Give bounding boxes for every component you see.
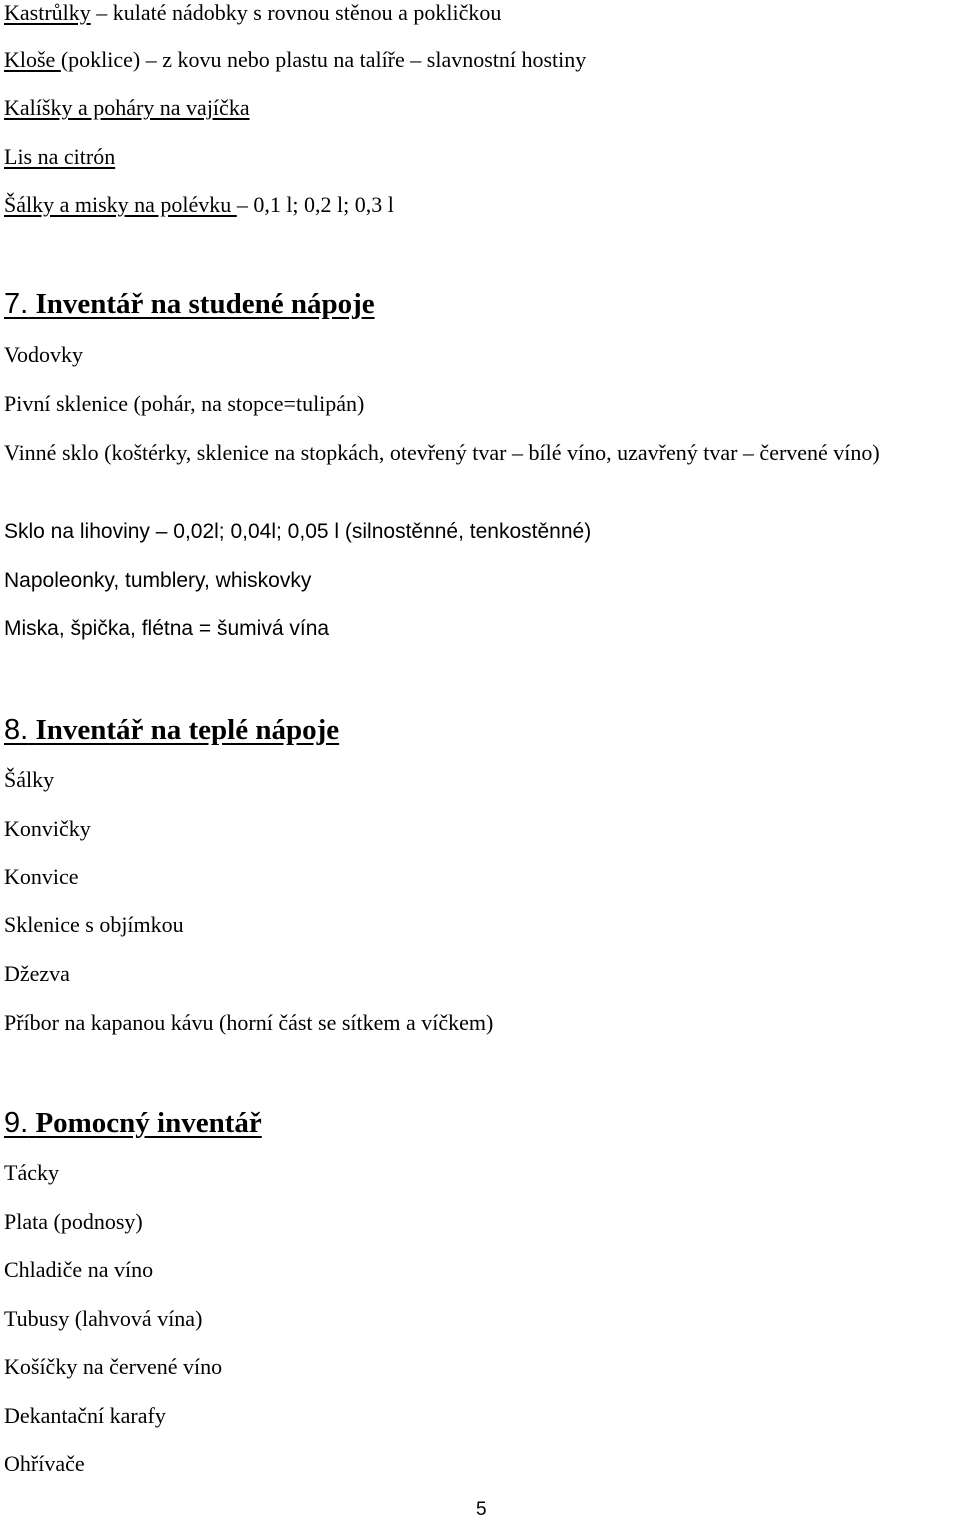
list-item: Ohřívače bbox=[4, 1451, 85, 1476]
list-item bbox=[4, 192, 394, 218]
item-term: Šálky a misky na polévku bbox=[4, 192, 237, 217]
item-text: – 0,1 l; 0,2 l; 0,3 l bbox=[236, 192, 394, 217]
list-item: Pivní sklenice (pohár, na stopce=tulipán) bbox=[4, 391, 365, 416]
list-item: Tácky bbox=[4, 1160, 59, 1185]
section-title: Pomocný inventář bbox=[35, 1107, 262, 1139]
section-heading-8 bbox=[4, 713, 339, 747]
list-item bbox=[4, 95, 250, 121]
list-item: Sklo na lihoviny – 0,02l; 0,04l; 0,05 l (silnostěnné, tenkostěnné) bbox=[4, 520, 592, 543]
item-term: Kloše bbox=[4, 47, 61, 72]
list-item: Miska, špička, flétna = šumivá vína bbox=[4, 617, 330, 640]
list-item: Napoleonky, tumblery, whiskovky bbox=[4, 569, 312, 592]
list-item: Vinné sklo (koštérky, sklenice na stopkách, otevřený tvar – bílé víno, uzavřený tvar – červené víno) bbox=[4, 440, 880, 465]
item-term: Kastrůlky bbox=[4, 0, 91, 25]
list-item: Tubusy (lahvová vína) bbox=[4, 1306, 203, 1331]
list-item: Vodovky bbox=[4, 342, 84, 367]
list-item: Chladiče na víno bbox=[4, 1257, 154, 1282]
list-item bbox=[4, 47, 586, 73]
list-item: Konvice bbox=[4, 864, 79, 889]
section-title: Inventář na teplé nápoje bbox=[35, 714, 340, 746]
item-term: Kalíšky a poháry na vajíčka bbox=[4, 95, 250, 120]
page-number: 5 bbox=[476, 1499, 487, 1520]
list-item: Plata (podnosy) bbox=[4, 1209, 143, 1234]
list-item: Džezva bbox=[4, 961, 70, 986]
list-item: Dekantační karafy bbox=[4, 1403, 166, 1428]
section-number: 7. bbox=[4, 288, 29, 320]
list-item: Šálky bbox=[4, 767, 55, 792]
list-item: Košíčky na červené víno bbox=[4, 1354, 223, 1379]
section-title: Inventář na studené nápoje bbox=[35, 288, 375, 320]
list-item bbox=[4, 144, 115, 170]
list-item: Konvičky bbox=[4, 816, 91, 841]
section-heading-9 bbox=[4, 1106, 262, 1140]
item-text: – kulaté nádobky s rovnou stěnou a pokličkou bbox=[90, 0, 502, 25]
list-item bbox=[4, 0, 501, 26]
section-heading-7 bbox=[4, 287, 375, 321]
list-item: Příbor na kapanou kávu (horní část se sítkem a víčkem) bbox=[4, 1010, 494, 1035]
item-text: (poklice) – z kovu nebo plastu na talíře – slavnostní hostiny bbox=[60, 47, 587, 72]
list-item: Sklenice s objímkou bbox=[4, 912, 184, 937]
item-term: Lis na citrón bbox=[4, 144, 116, 169]
section-number: 8. bbox=[4, 714, 29, 746]
section-number: 9. bbox=[4, 1107, 29, 1139]
